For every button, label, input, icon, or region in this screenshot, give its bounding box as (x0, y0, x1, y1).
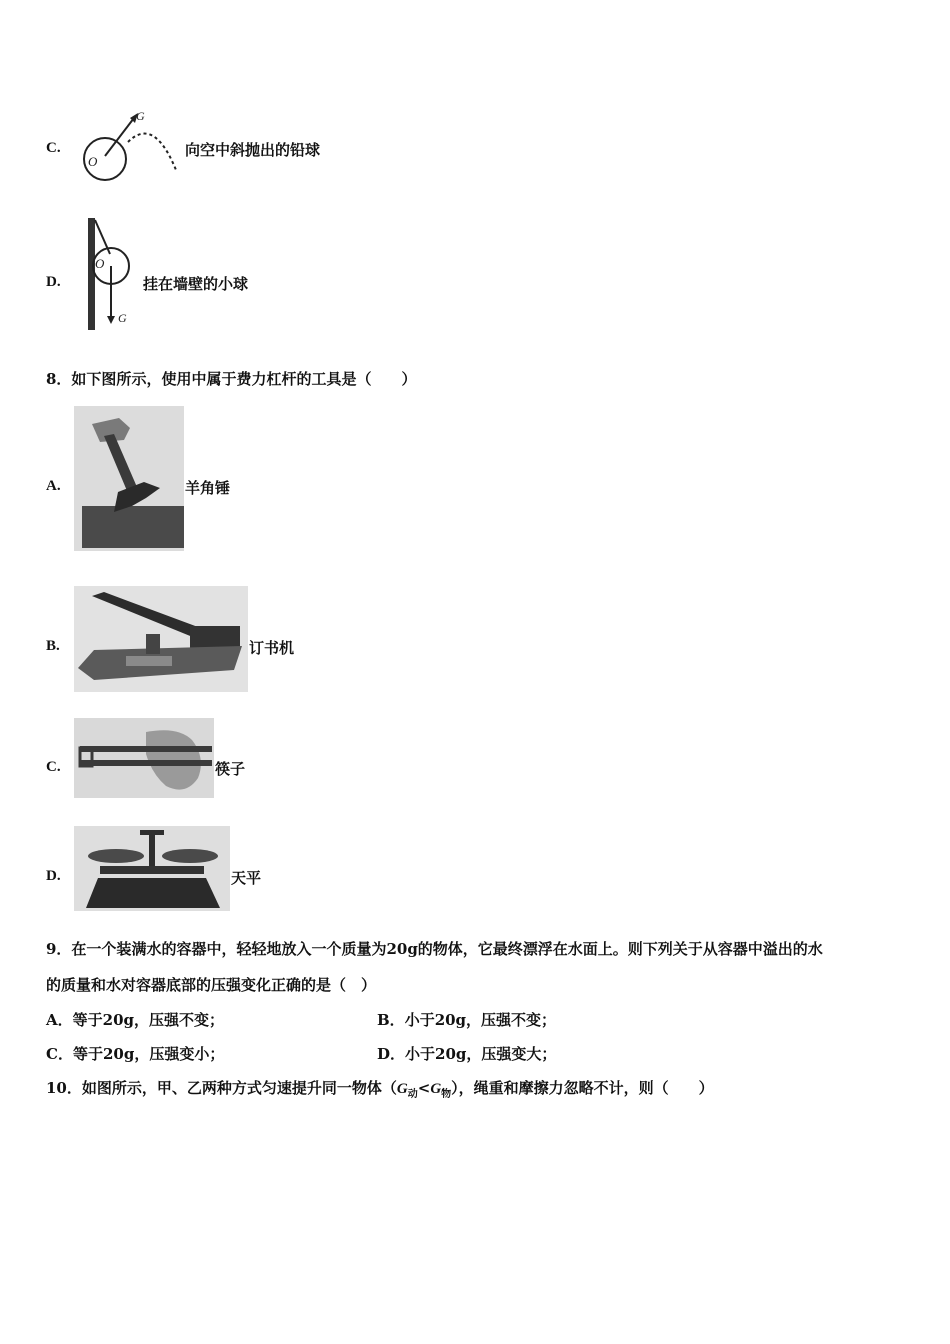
q8-option-c-text: 筷子 (215, 760, 246, 778)
shot-put-diagram (78, 104, 182, 188)
stapler-image (74, 586, 248, 692)
q9-option-a (46, 1010, 224, 1030)
q9-option-a-label: A． (46, 1011, 73, 1029)
question-9-stem-line1: 9．在一个装满水的容器中，轻轻地放入一个质量为20g的物体，它最终漂浮在水面上。则下列关于从容器中溢出的水 (46, 940, 823, 958)
q9-option-b (377, 1010, 556, 1030)
question-9-stem-line2: 的质量和水对容器底部的压强变化正确的是（ ） (46, 976, 377, 994)
option-c-label: C. (46, 140, 61, 156)
q9-option-d-text: 小于20g，压强变大； (405, 1045, 557, 1063)
q8-option-a-text: 羊角锤 (185, 479, 231, 497)
g-subscript-wu: 物 (441, 1089, 452, 1100)
q8-option-a-label: A. (46, 478, 61, 494)
g-symbol: G (396, 1081, 408, 1097)
q10-stem-part-a: 10．如图所示，甲、乙两种方式匀速提升同一物体（ (46, 1079, 397, 1097)
g-symbol: G (430, 1081, 442, 1097)
option-d-text: 挂在墙壁的小球 (143, 275, 249, 293)
force-g-text: G (136, 109, 145, 123)
question-8-stem: 8．如下图所示，使用中属于费力杠杆的工具是（ ） (46, 370, 417, 388)
q8-option-d-label: D. (46, 868, 61, 884)
q9-option-b-label: B． (377, 1011, 405, 1029)
q8-option-b-label: B. (46, 638, 60, 654)
q9-option-c-text: 等于20g，压强变小； (72, 1045, 225, 1063)
q9-option-d (377, 1044, 556, 1064)
q9-option-a-text: 等于20g，压强不变； (72, 1011, 225, 1029)
question-10-stem (46, 1078, 714, 1105)
balance-image (74, 826, 230, 911)
q8-option-d-text: 天平 (231, 869, 262, 887)
q8-option-c-label: C. (46, 759, 61, 775)
q9-option-c (46, 1044, 224, 1064)
q9-option-d-label: D． (377, 1045, 406, 1063)
q8-option-b-text: 订书机 (249, 639, 295, 657)
option-d-label: D. (46, 274, 61, 290)
point-o-text: O (95, 256, 105, 271)
q10-stem-part-b: ），绳重和摩擦力忽略不计，则（ ） (451, 1079, 714, 1097)
claw-hammer-image (74, 406, 184, 551)
q9-option-c-label: C． (46, 1045, 73, 1063)
chopsticks-image (74, 718, 214, 798)
point-o-text: O (88, 154, 98, 169)
force-g-text: G (118, 311, 127, 325)
option-c-text: 向空中斜抛出的铅球 (185, 141, 321, 159)
q9-option-b-text: 小于20g，压强不变； (404, 1011, 557, 1029)
hanging-ball-diagram (82, 214, 138, 338)
g-subscript-dong: 动 (407, 1089, 418, 1100)
less-than-sign: < (417, 1079, 431, 1097)
